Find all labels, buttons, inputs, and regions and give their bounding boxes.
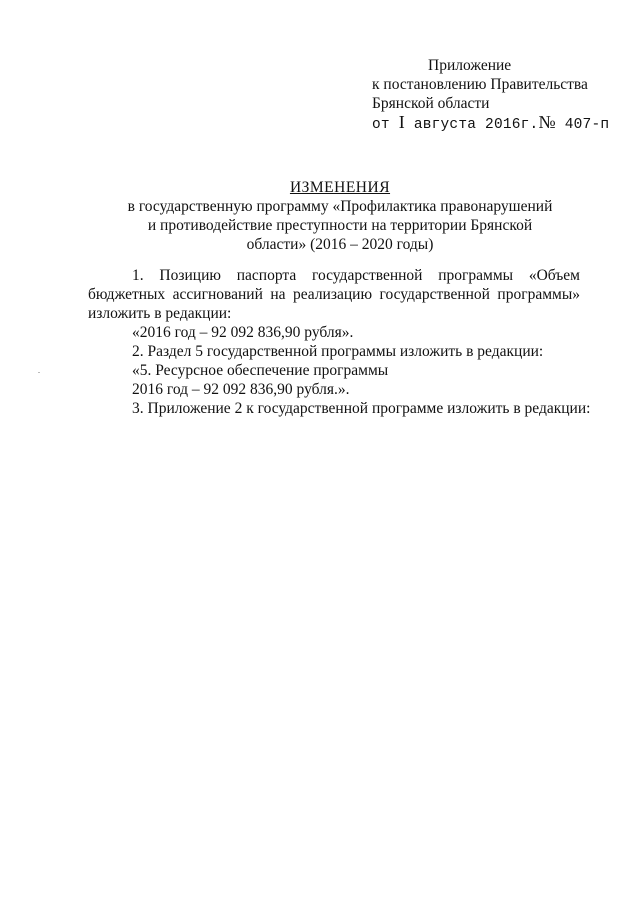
title-line-1: в государственную программу «Профилактика правонарушений: [127, 198, 553, 215]
appendix-date-line: [372, 113, 609, 135]
scan-speck: [38, 372, 40, 373]
title-line-3: области» (2016 – 2020 годы): [246, 236, 434, 253]
appendix-region: Брянской области: [372, 95, 490, 112]
title-heading: ИЗМЕНЕНИЯ: [289, 179, 391, 196]
date-text: августа 2016г.: [413, 117, 539, 133]
document-body: [88, 266, 591, 418]
number-sign: №: [538, 112, 556, 132]
appendix-label: Приложение: [428, 57, 512, 74]
item-2-paragraph: 2. Раздел 5 государственной программы изложить в редакции:: [132, 343, 544, 360]
appendix-resolution: к постановлению Правительства: [372, 76, 588, 93]
item-2-line-1: «5. Ресурсное обеспечение программы: [132, 362, 389, 379]
appendix-header: [372, 56, 609, 135]
item-1-value: «2016 год – 92 092 836,90 рубля».: [132, 324, 354, 341]
item-1-paragraph: 1. Позицию паспорта государственной программы «Объем бюджетных ассигнований на реализацию государственной программы» изложить в редакции:: [88, 267, 580, 322]
item-2-line-2: 2016 год – 92 092 836,90 рубля.».: [132, 381, 350, 398]
item-3-paragraph: 3. Приложение 2 к государственной программе изложить в редакции:: [132, 400, 591, 417]
date-day: I: [398, 112, 405, 132]
document-title: [100, 178, 580, 254]
date-prefix: от: [372, 117, 390, 133]
title-line-2: и противодействие преступности на территории Брянской: [147, 217, 533, 234]
resolution-number: 407-п: [564, 117, 610, 133]
